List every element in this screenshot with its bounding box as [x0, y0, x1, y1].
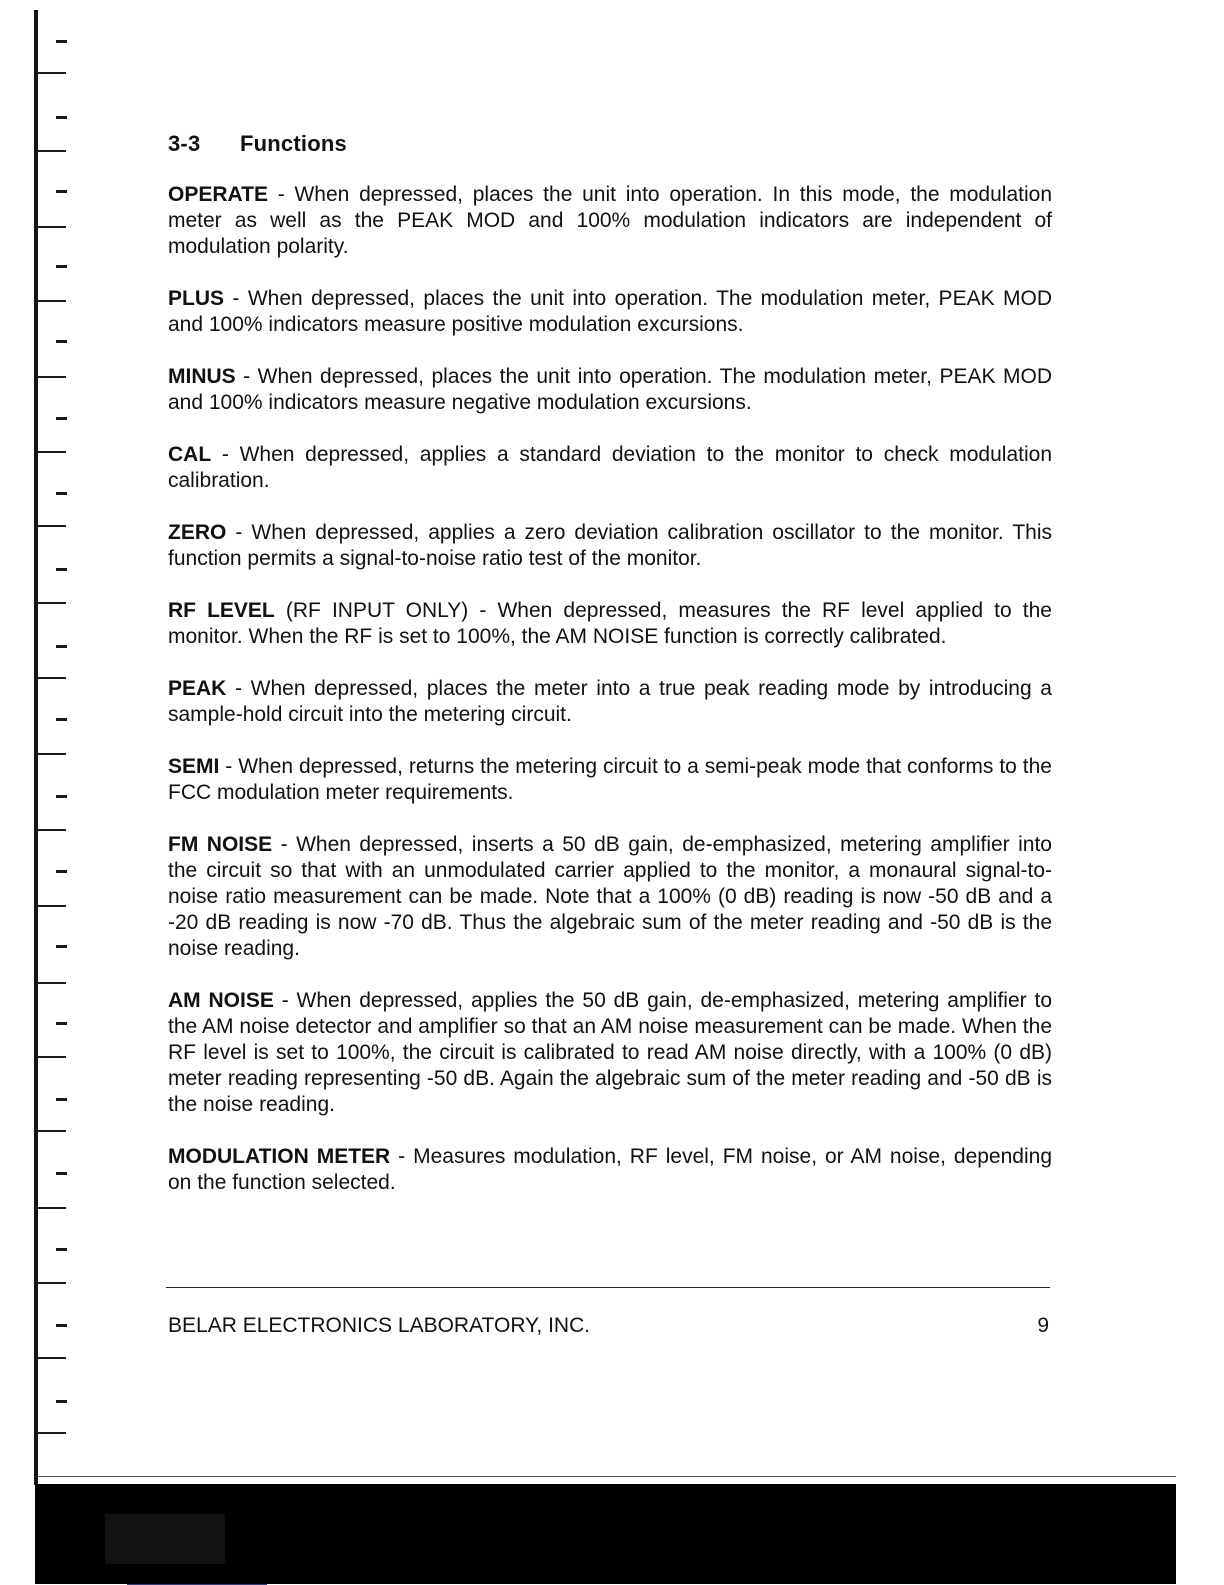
term-description: - When depressed, applies a zero deviation calibration oscillator to the monitor. This function permits a signal-to-noise ratio test of the monitor. — [168, 521, 1052, 570]
term-label: PEAK — [168, 677, 227, 700]
binding-tick — [56, 265, 67, 268]
binding-tick — [56, 1400, 67, 1403]
scan-edge-line — [38, 1476, 1176, 1477]
term-description: - When depressed, places the unit into operation. The modulation meter, PEAK MOD and 100% indicators measure positive modulation excursions. — [168, 287, 1052, 336]
binding-tick — [38, 72, 66, 74]
binding-tick — [38, 1207, 66, 1209]
binding-tick — [38, 1357, 66, 1359]
binding-tick — [56, 1172, 67, 1175]
term-label: CAL — [168, 443, 212, 466]
binding-tick — [56, 1098, 67, 1101]
function-peak — [168, 676, 1052, 728]
binding-tick — [38, 1282, 66, 1284]
term-description: - When depressed, applies the 50 dB gain, de-emphasized, metering amplifier to the AM noise detector and amplifier so that an AM noise measurement can be made. When the RF level is set to 100%, the circuit is calibrated to read AM noise directly, with a 100% (0 dB) meter reading representing -50 dB. Again the algebraic sum of the meter reading and -50 dB is the noise reading. — [168, 989, 1052, 1116]
binding-tick — [56, 1324, 67, 1327]
binding-edge — [34, 10, 38, 1485]
term-description: (RF INPUT ONLY) - When depressed, measures the RF level applied to the monitor. When the RF is set to 100%, the AM NOISE function is correctly calibrated. — [168, 599, 1052, 648]
function-modulation-meter — [168, 1144, 1052, 1196]
function-fm-noise — [168, 832, 1052, 962]
binding-tick — [56, 492, 67, 495]
scan-black-band — [35, 1484, 1176, 1584]
binding-tick — [38, 1432, 66, 1434]
term-description: - When depressed, places the unit into operation. The modulation meter, PEAK MOD and 100% indicators measure negative modulation excursions. — [168, 365, 1052, 414]
term-label: AM NOISE — [168, 989, 274, 1012]
binding-tick — [38, 150, 66, 152]
function-zero — [168, 520, 1052, 572]
function-minus — [168, 364, 1052, 416]
section-number: 3-3 — [168, 131, 201, 156]
term-label: MODULATION METER — [168, 1145, 391, 1168]
function-am-noise — [168, 988, 1052, 1118]
binding-tick — [56, 870, 67, 873]
binding-tick — [38, 300, 66, 302]
binding-tick — [56, 40, 67, 43]
term-label: MINUS — [168, 365, 236, 388]
binding-tick — [56, 1022, 67, 1025]
function-rf-level — [168, 598, 1052, 650]
function-plus — [168, 286, 1052, 338]
binding-tick — [38, 376, 66, 378]
binding-tick — [38, 451, 66, 453]
page-number: 9 — [1037, 1314, 1049, 1337]
term-label: FM NOISE — [168, 833, 273, 856]
binding-tick — [38, 905, 66, 907]
binding-tick — [38, 753, 66, 755]
binding-tick — [38, 226, 66, 228]
term-label: OPERATE — [168, 183, 268, 206]
binding-tick — [56, 190, 67, 193]
term-description: - Measures modulation, RF level, FM noise, or AM noise, depending on the function selected. — [168, 1145, 1052, 1194]
binding-tick — [56, 795, 67, 798]
term-label: SEMI — [168, 755, 220, 778]
binding-tick — [38, 1130, 66, 1132]
term-description: - When depressed, places the unit into operation. In this mode, the modulation meter as well as the PEAK MOD and 100% modulation indicators are independent of modulation polarity. — [168, 183, 1052, 258]
section-heading — [168, 131, 347, 157]
term-description: - When depressed, returns the metering circuit to a semi-peak mode that conforms to the FCC modulation meter requirements. — [168, 755, 1052, 804]
binding-tick — [56, 1248, 67, 1251]
function-operate — [168, 182, 1052, 260]
binding-tick — [38, 1056, 66, 1058]
term-label: ZERO — [168, 521, 227, 544]
footer-rule — [166, 1287, 1050, 1288]
binding-tick — [56, 945, 67, 948]
binding-tick — [56, 417, 67, 420]
binding-tick — [38, 677, 66, 679]
binding-tick — [38, 525, 66, 527]
binding-tick — [38, 829, 66, 831]
term-description: - When depressed, inserts a 50 dB gain, de-emphasized, metering amplifier into the circuit so that with an unmodulated carrier applied to the monitor, a monaural signal-to-noise ratio measurement can be made. Note that a 100% (0 dB) reading is now -50 dB and a -20 dB reading is now -70 dB. Thus the algebraic sum of the meter reading and -50 dB is the noise reading. — [168, 833, 1052, 960]
term-description: - When depressed, places the meter into a true peak reading mode by introducing a sample-hold circuit into the metering circuit. — [168, 677, 1052, 726]
binding-tick — [56, 645, 67, 648]
term-description: - When depressed, applies a standard deviation to the monitor to check modulation calibration. — [168, 443, 1052, 492]
binding-tick — [38, 982, 66, 984]
footer-company: BELAR ELECTRONICS LABORATORY, INC. — [168, 1314, 591, 1337]
binding-tick — [56, 568, 67, 571]
function-cal — [168, 442, 1052, 494]
term-label: PLUS — [168, 287, 225, 310]
term-label: RF LEVEL — [168, 599, 275, 622]
function-semi — [168, 754, 1052, 806]
scan-smudge — [105, 1514, 225, 1564]
binding-tick — [56, 718, 67, 721]
binding-tick — [56, 340, 67, 343]
binding-tick — [56, 116, 67, 119]
function-list — [168, 182, 1052, 1222]
binding-tick — [38, 602, 66, 604]
section-title: Functions — [240, 131, 347, 156]
